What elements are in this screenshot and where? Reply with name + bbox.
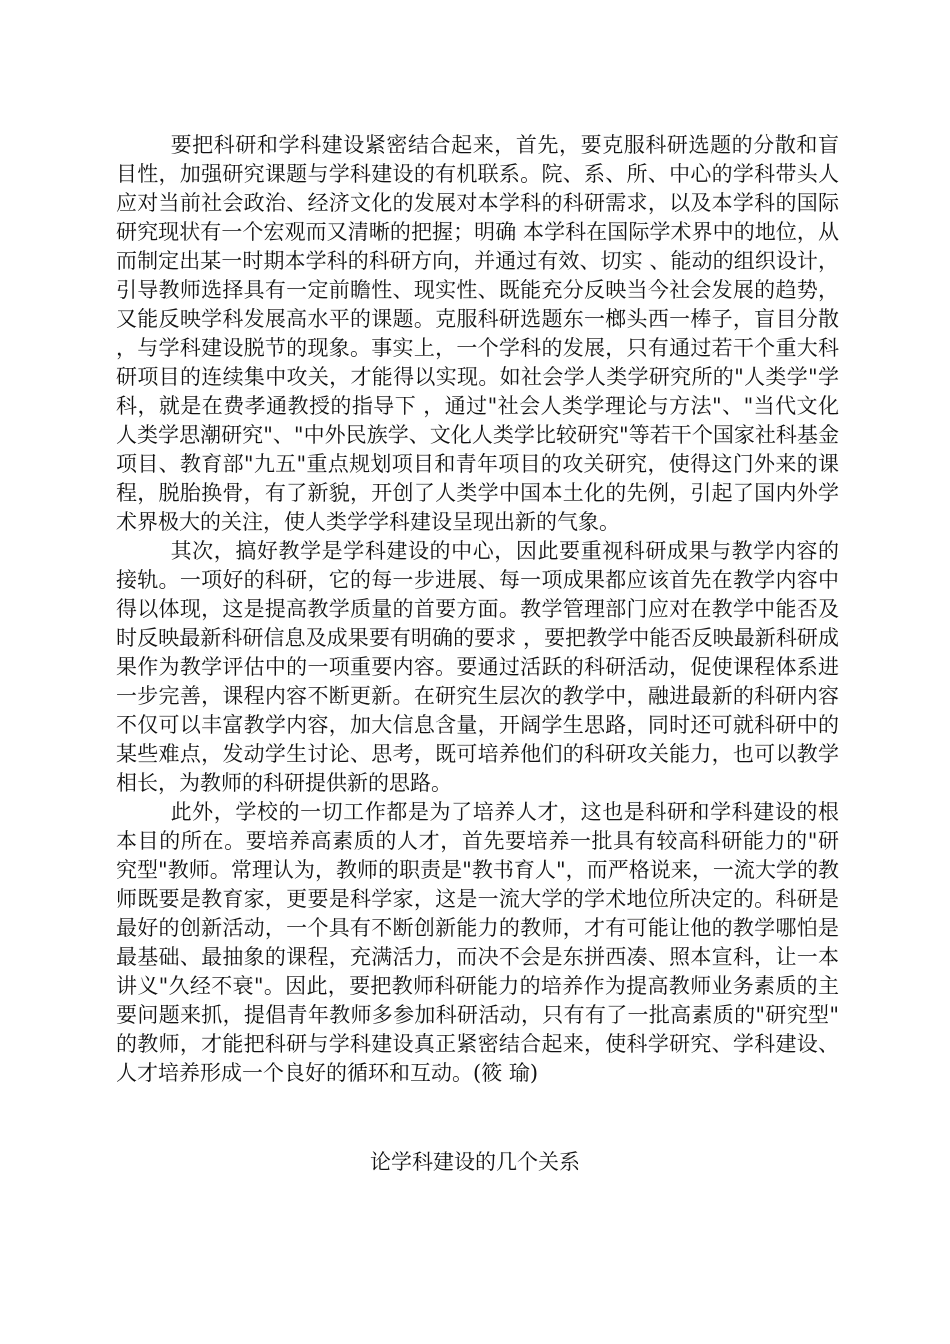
article-body — [116, 131, 839, 1088]
paragraph-talent-cultivation: 此外，学校的一切工作都是为了培养人才，这也是科研和学科建设的根本目的所在。要培养高素质的人才，首先要培养一批具有较高科研能力的"研究型"教师。常理认为，教师的职责是"教书育人"，而严格说来，一流大学的教师既要是教育家，更要是科学家，这是一流大学的学术地位所决定的。科研是最好的创新活动，一个具有不断创新能力的教师，才有可能让他的教学哪怕是最基础、最抽象的课程，充满活力，而决不会是东拼西凑、照本宣科，让一本讲义"久经不衰"。因此，要把教师科研能力的培养作为提高教师业务素质的主要问题来抓，提倡青年教师多参加科研活动，只有有了一批高素质的"研究型"的教师，才能把科研与学科建设真正紧密结合起来，使科学研究、学科建设、人才培养形成一个良好的循环和互动。(筱 瑜) — [116, 800, 839, 1085]
paragraph-research-discipline: 要把科研和学科建设紧密结合起来，首先，要克服科研选题的分散和盲目性，加强研究课题与学科建设的有机联系。院、系、所、中心的学科带头人应对当前社会政治、经济文化的发展对本学科的科研需求，以及本学科的国际研究现状有一个宏观而又清晰的把握；明确 本学科在国际学术界中的地位，从而制定出某一时期本学科的科研方向，并通过有效、切实 、能动的组织设计，引导教师选择具有一定前瞻性、现实性、既能充分反映当今社会发展的趋势，又能反映学科发展高水平的课题。克服科研选题东一榔头西一棒子，盲目分散，与学科建设脱节的现象。事实上，一个学科的发展，只有通过若干个重大科研项目的连续集中攻关，才能得以实现。如社会学人类学研究所的"人类学"学科，就是在费孝通教授的指导下 ，通过"社会人类学理论与方法"、"当代文化人类学思潮研究"、"中外民族学、文化人类学比较研究"等若干个国家社科基金项目、教育部"九五"重点规划项目和青年项目的攻关研究，使得这门外来的课程，脱胎换骨，有了新貌，开创了人类学中国本土化的先例，引起了国内外学术界极大的关注，使人类学学科建设呈现出新的气象。 — [116, 133, 839, 534]
paragraph-teaching: 其次，搞好教学是学科建设的中心，因此要重视科研成果与教学内容的接轨。一项好的科研，它的每一步进展、每一项成果都应该首先在教学内容中得以体现，这是提高教学质量的首要方面。教学管理部门应对在教学中能否及时反映最新科研信息及成果要有明确的要求 ，要把教学中能否反映最新科研成果作为教学评估中的一项重要内容。要通过活跃的科研活动，促使课程体系进一步完善，课程内容不断更新。在研究生层次的教学中，融进最新的科研内容不仅可以丰富教学内容，加大信息含量，开阔学生思路，同时还可就科研中的某些难点，发动学生讨论、思考，既可培养他们的科研攻关能力，也可以教学相长，为教师的科研提供新的思路。 — [116, 539, 839, 795]
section-heading: 论学科建设的几个关系 — [370, 1150, 580, 1174]
